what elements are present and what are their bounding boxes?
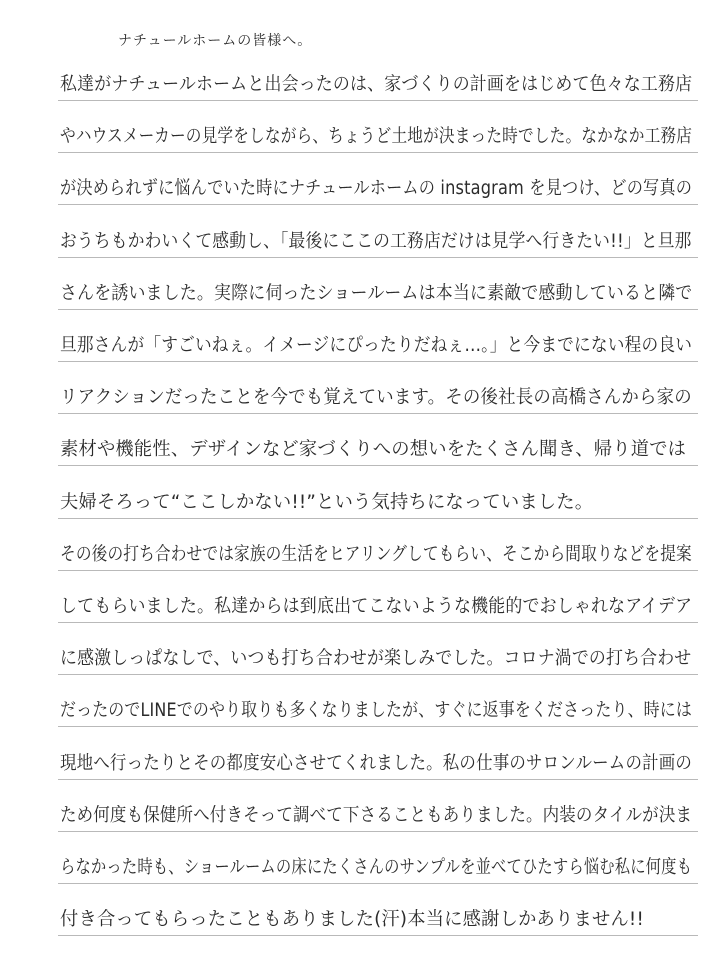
ruled-line bbox=[58, 413, 698, 414]
letter-line: その後の打ち合わせでは家族の生活をヒアリングしてもらい、そこから間取りなどを提案 bbox=[60, 543, 692, 565]
letter-line: だったのでLINEでのやり取りも多くなりましたが、すぐに返事をくださったり、時には bbox=[60, 700, 692, 722]
letter-line: おうちもかわいくて感動し、「最後にここの工務店だけは見学へ行きたい!!」と旦那 bbox=[60, 230, 692, 252]
letter-greeting: ナチュールホームの皆様へ。 bbox=[118, 33, 313, 49]
letter-line: に感激しっぱなしで、いつも打ち合わせが楽しみでした。コロナ渦での打ち合わせ bbox=[60, 648, 692, 670]
letter-line: 素材や機能性、デザインなど家づくりへの想いをたくさん聞き、帰り道では bbox=[60, 439, 687, 461]
ruled-line bbox=[58, 779, 698, 780]
ruled-line bbox=[58, 204, 698, 205]
ruled-line bbox=[58, 726, 698, 727]
ruled-line bbox=[58, 257, 698, 258]
ruled-line bbox=[58, 674, 698, 675]
letter-line: リアクションだったことを今でも覚えています。その後社長の高橋さんから家の bbox=[60, 387, 692, 409]
ruled-line bbox=[58, 309, 698, 310]
ruled-line bbox=[58, 465, 698, 466]
ruled-line bbox=[58, 570, 698, 571]
letter-line: 夫婦そろって“ここしかない!!”という気持ちになっていました。 bbox=[60, 491, 594, 513]
letter-line: 私達がナチュールホームと出会ったのは、家づくりの計画をはじめて色々な工務店 bbox=[60, 74, 693, 95]
letter-line: が決められずに悩んでいた時にナチュールホームの instagram を見つけ、どの写真の bbox=[60, 178, 693, 200]
ruled-line bbox=[58, 100, 698, 101]
ruled-line bbox=[58, 518, 698, 519]
ruled-line bbox=[58, 361, 698, 362]
letter-line: らなかった時も、ショールームの床にたくさんのサンプルを並べてひたすら悩む私に何度も bbox=[60, 857, 693, 878]
letter-line: 旦那さんが「すごいねぇ。イメージにぴったりだねぇ…。」と今までにない程の良い bbox=[60, 335, 693, 356]
ruled-line bbox=[58, 883, 698, 884]
letter-line: 付き合ってもらったこともありました(汗)本当に感謝しかありません!! bbox=[60, 909, 644, 931]
ruled-line bbox=[58, 622, 698, 623]
letter-line: さんを誘いました。実際に伺ったショールームは本当に素敵で感動していると隣で bbox=[60, 282, 693, 304]
ruled-line bbox=[58, 935, 698, 936]
letter-line: やハウスメーカーの見学をしながら、ちょうど土地が決まった時でした。なかなか工務店 bbox=[60, 126, 693, 148]
ruled-line bbox=[58, 152, 698, 153]
letter-line: してもらいました。私達からは到底出てこないような機能的でおしゃれなアイデア bbox=[60, 596, 693, 617]
letter-line: 現地へ行ったりとその都度安心させてくれました。私の仕事のサロンルームの計画の bbox=[60, 752, 693, 774]
letter-line: ため何度も保健所へ付きそって調べて下さることもありました。内装のタイルが決ま bbox=[60, 804, 693, 826]
ruled-line bbox=[58, 831, 698, 832]
